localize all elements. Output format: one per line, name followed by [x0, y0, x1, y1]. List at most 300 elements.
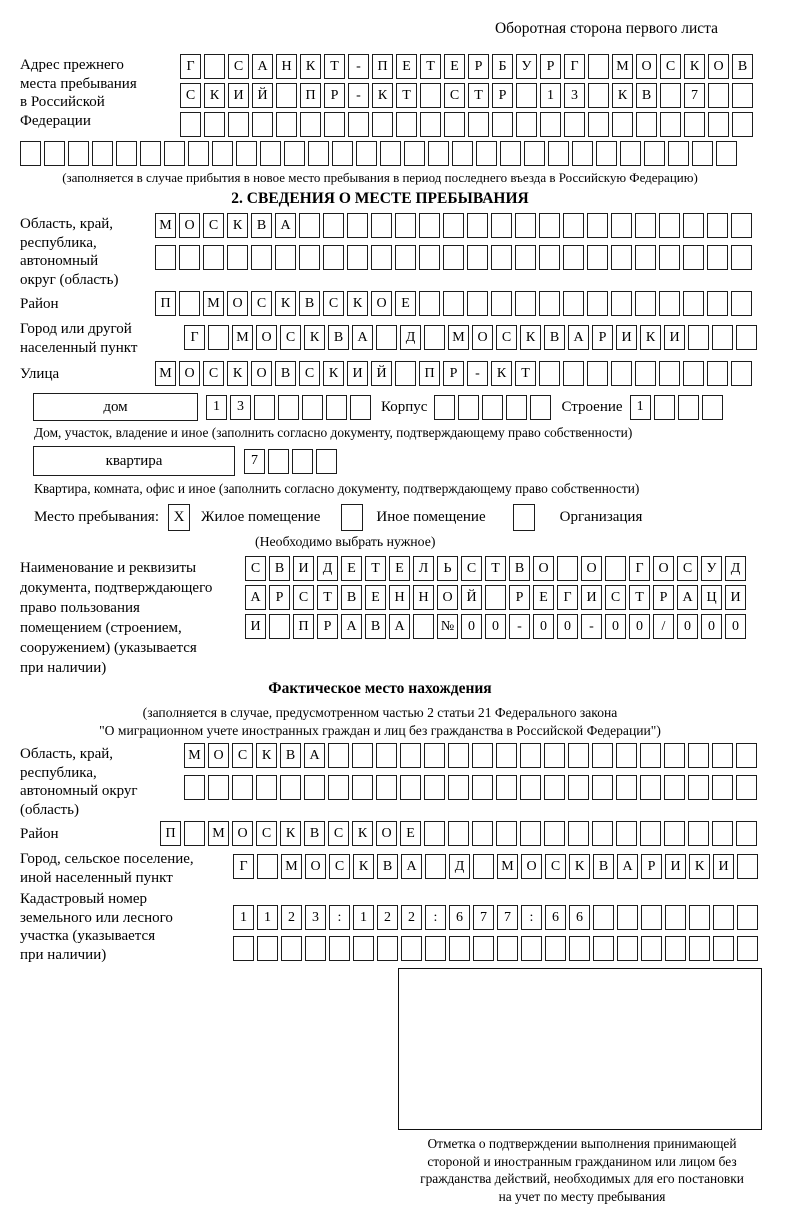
- char-cell[interactable]: [232, 775, 253, 800]
- char-cell[interactable]: Н: [413, 585, 434, 610]
- char-cell[interactable]: [636, 112, 657, 137]
- char-cell[interactable]: Н: [276, 54, 297, 79]
- char-cell[interactable]: Е: [444, 54, 465, 79]
- char-cell[interactable]: О: [371, 291, 392, 316]
- char-cell[interactable]: С: [245, 556, 266, 581]
- char-cell[interactable]: [732, 83, 753, 108]
- char-cell[interactable]: [302, 395, 323, 420]
- char-cell[interactable]: [587, 291, 608, 316]
- char-cell[interactable]: [712, 775, 733, 800]
- char-cell[interactable]: И: [293, 556, 314, 581]
- char-cell[interactable]: Е: [365, 585, 386, 610]
- char-cell[interactable]: [635, 291, 656, 316]
- char-cell[interactable]: [635, 245, 656, 270]
- char-cell[interactable]: [572, 141, 593, 166]
- char-cell[interactable]: [588, 83, 609, 108]
- char-cell[interactable]: Й: [371, 361, 392, 386]
- char-cell[interactable]: [300, 112, 321, 137]
- char-cell[interactable]: И: [664, 325, 685, 350]
- char-cell[interactable]: [640, 775, 661, 800]
- char-cell[interactable]: [520, 775, 541, 800]
- char-cell[interactable]: А: [352, 325, 373, 350]
- char-cell[interactable]: [683, 213, 704, 238]
- char-cell[interactable]: Е: [395, 291, 416, 316]
- char-cell[interactable]: 0: [725, 614, 746, 639]
- char-cell[interactable]: [616, 775, 637, 800]
- char-cell[interactable]: [588, 112, 609, 137]
- char-cell[interactable]: [496, 775, 517, 800]
- char-cell[interactable]: [736, 743, 757, 768]
- char-cell[interactable]: [443, 291, 464, 316]
- char-cell[interactable]: [482, 395, 503, 420]
- char-cell[interactable]: И: [616, 325, 637, 350]
- char-cell[interactable]: И: [245, 614, 266, 639]
- char-cell[interactable]: А: [252, 54, 273, 79]
- char-cell[interactable]: [668, 141, 689, 166]
- char-cell[interactable]: С: [203, 361, 224, 386]
- char-cell[interactable]: [316, 449, 337, 474]
- char-cell[interactable]: [707, 213, 728, 238]
- char-cell[interactable]: С: [328, 821, 349, 846]
- char-cell[interactable]: [688, 743, 709, 768]
- char-cell[interactable]: [254, 395, 275, 420]
- char-cell[interactable]: [620, 141, 641, 166]
- char-cell[interactable]: [665, 936, 686, 961]
- char-cell[interactable]: Т: [317, 585, 338, 610]
- char-cell[interactable]: [400, 743, 421, 768]
- char-cell[interactable]: М: [612, 54, 633, 79]
- char-cell[interactable]: №: [437, 614, 458, 639]
- char-cell[interactable]: С: [228, 54, 249, 79]
- char-cell[interactable]: [458, 395, 479, 420]
- char-cell[interactable]: [702, 395, 723, 420]
- char-cell[interactable]: А: [401, 854, 422, 879]
- char-cell[interactable]: [276, 83, 297, 108]
- char-cell[interactable]: [179, 245, 200, 270]
- char-cell[interactable]: [268, 449, 289, 474]
- char-cell[interactable]: [371, 213, 392, 238]
- char-cell[interactable]: [203, 245, 224, 270]
- char-cell[interactable]: 7: [244, 449, 265, 474]
- char-cell[interactable]: К: [352, 821, 373, 846]
- char-cell[interactable]: С: [256, 821, 277, 846]
- char-cell[interactable]: О: [521, 854, 542, 879]
- char-cell[interactable]: [188, 141, 209, 166]
- char-cell[interactable]: [616, 743, 637, 768]
- char-cell[interactable]: П: [300, 83, 321, 108]
- char-cell[interactable]: [688, 775, 709, 800]
- char-cell[interactable]: [420, 83, 441, 108]
- char-cell[interactable]: [299, 245, 320, 270]
- char-cell[interactable]: Р: [269, 585, 290, 610]
- char-cell[interactable]: А: [389, 614, 410, 639]
- char-cell[interactable]: М: [155, 213, 176, 238]
- char-cell[interactable]: -: [348, 83, 369, 108]
- char-cell[interactable]: Р: [492, 83, 513, 108]
- char-cell[interactable]: Р: [653, 585, 674, 610]
- char-cell[interactable]: [496, 743, 517, 768]
- char-cell[interactable]: М: [232, 325, 253, 350]
- char-cell[interactable]: [736, 775, 757, 800]
- char-cell[interactable]: [515, 245, 536, 270]
- char-cell[interactable]: [664, 743, 685, 768]
- char-cell[interactable]: И: [713, 854, 734, 879]
- char-cell[interactable]: О: [179, 213, 200, 238]
- char-cell[interactable]: [588, 54, 609, 79]
- char-cell[interactable]: [326, 395, 347, 420]
- char-cell[interactable]: У: [516, 54, 537, 79]
- char-cell[interactable]: С: [545, 854, 566, 879]
- char-cell[interactable]: Р: [592, 325, 613, 350]
- char-cell[interactable]: [473, 936, 494, 961]
- char-cell[interactable]: 7: [684, 83, 705, 108]
- char-cell[interactable]: О: [653, 556, 674, 581]
- char-cell[interactable]: [92, 141, 113, 166]
- char-cell[interactable]: [593, 936, 614, 961]
- char-cell[interactable]: М: [208, 821, 229, 846]
- char-cell[interactable]: Е: [389, 556, 410, 581]
- char-cell[interactable]: [280, 775, 301, 800]
- char-cell[interactable]: К: [491, 361, 512, 386]
- char-cell[interactable]: [348, 112, 369, 137]
- char-cell[interactable]: [467, 213, 488, 238]
- char-cell[interactable]: Е: [400, 821, 421, 846]
- char-cell[interactable]: [424, 743, 445, 768]
- char-cell[interactable]: М: [203, 291, 224, 316]
- char-cell[interactable]: [683, 291, 704, 316]
- char-cell[interactable]: [323, 213, 344, 238]
- char-cell[interactable]: [713, 905, 734, 930]
- char-cell[interactable]: [712, 325, 733, 350]
- char-cell[interactable]: [443, 245, 464, 270]
- char-cell[interactable]: [659, 245, 680, 270]
- char-cell[interactable]: О: [533, 556, 554, 581]
- char-cell[interactable]: 0: [557, 614, 578, 639]
- char-cell[interactable]: К: [353, 854, 374, 879]
- stay-option-residential-checkbox[interactable]: X: [168, 504, 190, 531]
- char-cell[interactable]: 1: [353, 905, 374, 930]
- char-cell[interactable]: К: [640, 325, 661, 350]
- char-cell[interactable]: 1: [257, 905, 278, 930]
- char-cell[interactable]: С: [660, 54, 681, 79]
- char-cell[interactable]: [659, 291, 680, 316]
- char-cell[interactable]: [737, 905, 758, 930]
- char-cell[interactable]: [683, 361, 704, 386]
- char-cell[interactable]: [539, 291, 560, 316]
- char-cell[interactable]: К: [300, 54, 321, 79]
- char-cell[interactable]: 7: [497, 905, 518, 930]
- char-cell[interactable]: Е: [533, 585, 554, 610]
- char-cell[interactable]: Ь: [437, 556, 458, 581]
- char-cell[interactable]: Г: [557, 585, 578, 610]
- char-cell[interactable]: [689, 936, 710, 961]
- char-cell[interactable]: В: [299, 291, 320, 316]
- char-cell[interactable]: С: [677, 556, 698, 581]
- char-cell[interactable]: -: [509, 614, 530, 639]
- char-cell[interactable]: [592, 821, 613, 846]
- char-cell[interactable]: С: [329, 854, 350, 879]
- char-cell[interactable]: О: [232, 821, 253, 846]
- char-cell[interactable]: 0: [605, 614, 626, 639]
- char-cell[interactable]: В: [377, 854, 398, 879]
- char-cell[interactable]: О: [581, 556, 602, 581]
- char-cell[interactable]: П: [155, 291, 176, 316]
- char-cell[interactable]: Д: [449, 854, 470, 879]
- char-cell[interactable]: [275, 245, 296, 270]
- char-cell[interactable]: О: [376, 821, 397, 846]
- char-cell[interactable]: Р: [317, 614, 338, 639]
- char-cell[interactable]: Д: [725, 556, 746, 581]
- char-cell[interactable]: [251, 245, 272, 270]
- char-cell[interactable]: [515, 213, 536, 238]
- char-cell[interactable]: Е: [396, 54, 417, 79]
- char-cell[interactable]: В: [328, 325, 349, 350]
- char-cell[interactable]: К: [275, 291, 296, 316]
- char-cell[interactable]: 3: [230, 395, 251, 420]
- char-cell[interactable]: [376, 775, 397, 800]
- char-cell[interactable]: [472, 775, 493, 800]
- char-cell[interactable]: [520, 821, 541, 846]
- char-cell[interactable]: [544, 775, 565, 800]
- char-cell[interactable]: [328, 775, 349, 800]
- char-cell[interactable]: К: [372, 83, 393, 108]
- char-cell[interactable]: [20, 141, 41, 166]
- char-cell[interactable]: С: [280, 325, 301, 350]
- char-cell[interactable]: [707, 245, 728, 270]
- char-cell[interactable]: [372, 112, 393, 137]
- char-cell[interactable]: [640, 821, 661, 846]
- char-cell[interactable]: -: [581, 614, 602, 639]
- char-cell[interactable]: [328, 743, 349, 768]
- char-cell[interactable]: [683, 245, 704, 270]
- char-cell[interactable]: [227, 245, 248, 270]
- char-cell[interactable]: [468, 112, 489, 137]
- char-cell[interactable]: Д: [400, 325, 421, 350]
- char-cell[interactable]: Т: [468, 83, 489, 108]
- char-cell[interactable]: [208, 325, 229, 350]
- char-cell[interactable]: В: [732, 54, 753, 79]
- char-cell[interactable]: [395, 213, 416, 238]
- char-cell[interactable]: 0: [677, 614, 698, 639]
- char-cell[interactable]: [425, 936, 446, 961]
- char-cell[interactable]: [424, 775, 445, 800]
- char-cell[interactable]: [612, 112, 633, 137]
- char-cell[interactable]: [557, 556, 578, 581]
- char-cell[interactable]: Г: [629, 556, 650, 581]
- char-cell[interactable]: [68, 141, 89, 166]
- char-cell[interactable]: [716, 141, 737, 166]
- char-cell[interactable]: Б: [492, 54, 513, 79]
- char-cell[interactable]: -: [348, 54, 369, 79]
- char-cell[interactable]: С: [251, 291, 272, 316]
- char-cell[interactable]: С: [299, 361, 320, 386]
- char-cell[interactable]: Г: [564, 54, 585, 79]
- char-cell[interactable]: К: [227, 213, 248, 238]
- char-cell[interactable]: [605, 556, 626, 581]
- char-cell[interactable]: [425, 854, 446, 879]
- char-cell[interactable]: [617, 905, 638, 930]
- char-cell[interactable]: [515, 291, 536, 316]
- char-cell[interactable]: [568, 775, 589, 800]
- char-cell[interactable]: [520, 743, 541, 768]
- char-cell[interactable]: 0: [701, 614, 722, 639]
- char-cell[interactable]: [688, 821, 709, 846]
- char-cell[interactable]: К: [612, 83, 633, 108]
- char-cell[interactable]: [356, 141, 377, 166]
- char-cell[interactable]: Р: [641, 854, 662, 879]
- char-cell[interactable]: А: [275, 213, 296, 238]
- char-cell[interactable]: [616, 821, 637, 846]
- char-cell[interactable]: [376, 325, 397, 350]
- char-cell[interactable]: Р: [509, 585, 530, 610]
- char-cell[interactable]: [419, 245, 440, 270]
- char-cell[interactable]: [587, 361, 608, 386]
- char-cell[interactable]: [713, 936, 734, 961]
- char-cell[interactable]: 0: [485, 614, 506, 639]
- char-cell[interactable]: :: [329, 905, 350, 930]
- char-cell[interactable]: [413, 614, 434, 639]
- char-cell[interactable]: [376, 743, 397, 768]
- char-cell[interactable]: Т: [396, 83, 417, 108]
- char-cell[interactable]: [654, 395, 675, 420]
- char-cell[interactable]: Р: [324, 83, 345, 108]
- char-cell[interactable]: [44, 141, 65, 166]
- char-cell[interactable]: [664, 821, 685, 846]
- char-cell[interactable]: А: [341, 614, 362, 639]
- char-cell[interactable]: [611, 361, 632, 386]
- char-cell[interactable]: К: [227, 361, 248, 386]
- char-cell[interactable]: [544, 743, 565, 768]
- char-cell[interactable]: [563, 245, 584, 270]
- char-cell[interactable]: 1: [233, 905, 254, 930]
- char-cell[interactable]: [332, 141, 353, 166]
- char-cell[interactable]: В: [304, 821, 325, 846]
- char-cell[interactable]: [256, 775, 277, 800]
- char-cell[interactable]: М: [448, 325, 469, 350]
- char-cell[interactable]: [395, 361, 416, 386]
- char-cell[interactable]: [516, 83, 537, 108]
- char-cell[interactable]: [140, 141, 161, 166]
- char-cell[interactable]: [500, 141, 521, 166]
- char-cell[interactable]: [476, 141, 497, 166]
- char-cell[interactable]: К: [323, 361, 344, 386]
- char-cell[interactable]: В: [341, 585, 362, 610]
- char-cell[interactable]: В: [365, 614, 386, 639]
- char-cell[interactable]: [731, 291, 752, 316]
- char-cell[interactable]: [347, 213, 368, 238]
- char-cell[interactable]: Р: [540, 54, 561, 79]
- char-cell[interactable]: [179, 291, 200, 316]
- char-cell[interactable]: К: [256, 743, 277, 768]
- char-cell[interactable]: [396, 112, 417, 137]
- char-cell[interactable]: [659, 361, 680, 386]
- char-cell[interactable]: [563, 291, 584, 316]
- char-cell[interactable]: :: [425, 905, 446, 930]
- char-cell[interactable]: [516, 112, 537, 137]
- char-cell[interactable]: О: [437, 585, 458, 610]
- char-cell[interactable]: К: [689, 854, 710, 879]
- char-cell[interactable]: [395, 245, 416, 270]
- char-cell[interactable]: [660, 112, 681, 137]
- char-cell[interactable]: 0: [629, 614, 650, 639]
- char-cell[interactable]: С: [444, 83, 465, 108]
- char-cell[interactable]: М: [184, 743, 205, 768]
- char-cell[interactable]: [208, 775, 229, 800]
- char-cell[interactable]: [260, 141, 281, 166]
- char-cell[interactable]: [692, 141, 713, 166]
- char-cell[interactable]: Т: [324, 54, 345, 79]
- char-cell[interactable]: [530, 395, 551, 420]
- char-cell[interactable]: А: [245, 585, 266, 610]
- char-cell[interactable]: [640, 743, 661, 768]
- char-cell[interactable]: [524, 141, 545, 166]
- char-cell[interactable]: [548, 141, 569, 166]
- char-cell[interactable]: [184, 821, 205, 846]
- char-cell[interactable]: О: [708, 54, 729, 79]
- char-cell[interactable]: М: [155, 361, 176, 386]
- char-cell[interactable]: [644, 141, 665, 166]
- char-cell[interactable]: К: [204, 83, 225, 108]
- char-cell[interactable]: Й: [461, 585, 482, 610]
- char-cell[interactable]: Г: [233, 854, 254, 879]
- char-cell[interactable]: [736, 821, 757, 846]
- char-cell[interactable]: И: [347, 361, 368, 386]
- char-cell[interactable]: [617, 936, 638, 961]
- char-cell[interactable]: И: [665, 854, 686, 879]
- char-cell[interactable]: [569, 936, 590, 961]
- char-cell[interactable]: И: [228, 83, 249, 108]
- char-cell[interactable]: П: [419, 361, 440, 386]
- char-cell[interactable]: [544, 821, 565, 846]
- char-cell[interactable]: [491, 213, 512, 238]
- char-cell[interactable]: 3: [305, 905, 326, 930]
- char-cell[interactable]: [497, 936, 518, 961]
- char-cell[interactable]: [731, 361, 752, 386]
- char-cell[interactable]: М: [497, 854, 518, 879]
- char-cell[interactable]: Т: [485, 556, 506, 581]
- char-cell[interactable]: С: [203, 213, 224, 238]
- char-cell[interactable]: [564, 112, 585, 137]
- char-cell[interactable]: [467, 245, 488, 270]
- char-cell[interactable]: [472, 821, 493, 846]
- char-cell[interactable]: [496, 821, 517, 846]
- char-cell[interactable]: [611, 213, 632, 238]
- char-cell[interactable]: [641, 936, 662, 961]
- char-cell[interactable]: Т: [515, 361, 536, 386]
- char-cell[interactable]: [521, 936, 542, 961]
- char-cell[interactable]: А: [568, 325, 589, 350]
- char-cell[interactable]: [732, 112, 753, 137]
- char-cell[interactable]: П: [293, 614, 314, 639]
- char-cell[interactable]: С: [605, 585, 626, 610]
- char-cell[interactable]: [269, 614, 290, 639]
- char-cell[interactable]: [228, 112, 249, 137]
- char-cell[interactable]: В: [280, 743, 301, 768]
- char-cell[interactable]: [380, 141, 401, 166]
- char-cell[interactable]: [712, 743, 733, 768]
- char-cell[interactable]: [731, 213, 752, 238]
- char-cell[interactable]: [155, 245, 176, 270]
- char-cell[interactable]: [444, 112, 465, 137]
- char-cell[interactable]: [592, 743, 613, 768]
- char-cell[interactable]: [563, 213, 584, 238]
- char-cell[interactable]: [485, 585, 506, 610]
- char-cell[interactable]: [252, 112, 273, 137]
- char-cell[interactable]: О: [227, 291, 248, 316]
- char-cell[interactable]: [596, 141, 617, 166]
- char-cell[interactable]: [545, 936, 566, 961]
- char-cell[interactable]: В: [275, 361, 296, 386]
